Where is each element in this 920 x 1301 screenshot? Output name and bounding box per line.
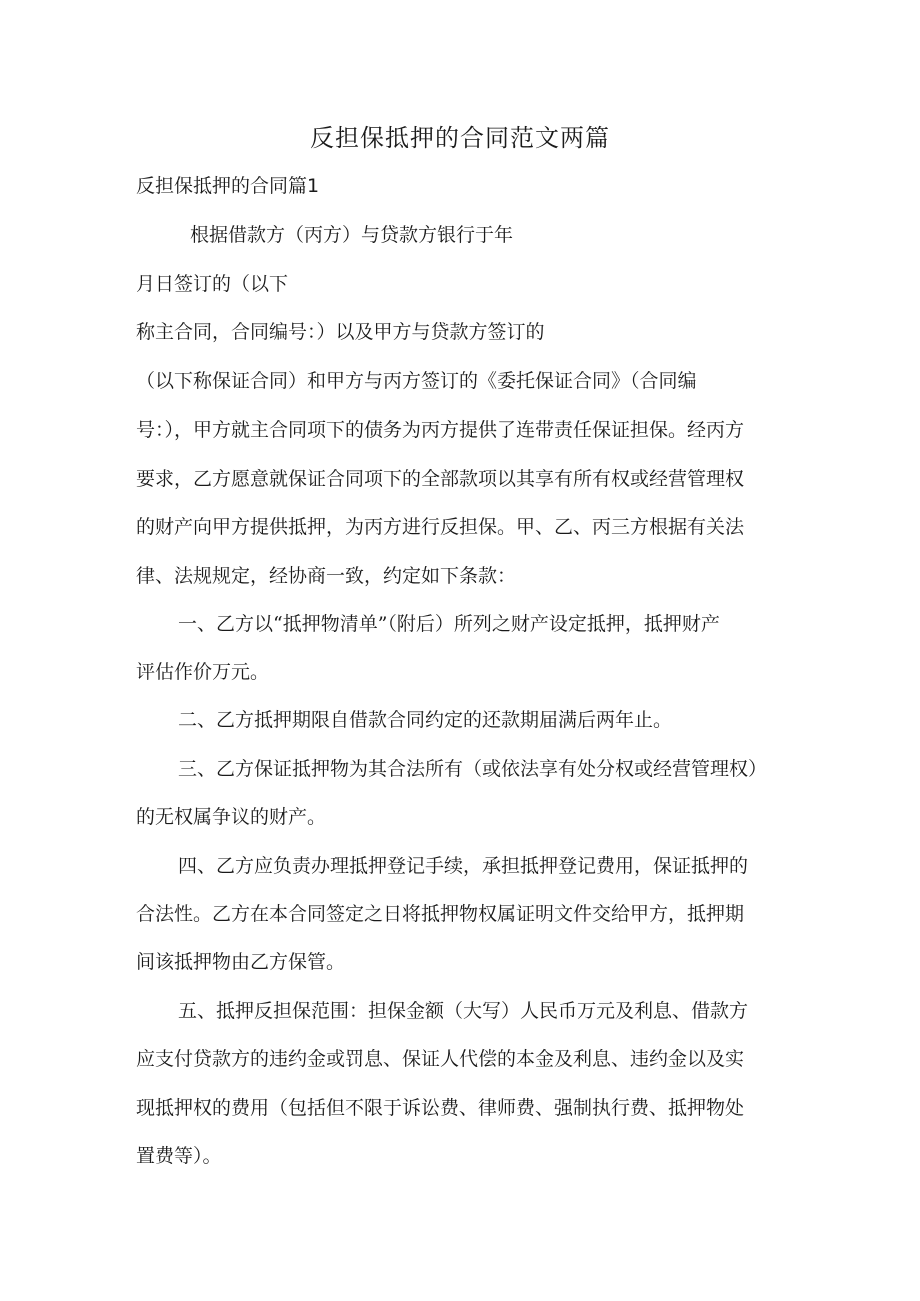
paragraph-line: 月日签订的（以下 (136, 273, 289, 295)
paragraph-line: 要求，乙方愿意就保证合同项下的全部款项以其享有所有权或经营管理权 (136, 468, 745, 490)
paragraph-line: 律、法规规定，经协商一致，约定如下条款： (136, 565, 517, 587)
paragraph-line: 称主合同，合同编号：）以及甲方与贷款方签订的 (136, 321, 545, 343)
paragraph-line: （以下称保证合同）和甲方与丙方签订的《委托保证合同》（合同编 (136, 370, 697, 392)
clause-5-line: 置费等）。 (136, 1145, 222, 1167)
paragraph-line: 号：），甲方就主合同项下的债务为丙方提供了连带责任保证担保。经丙方 (136, 419, 745, 441)
clause-1-line: 一、乙方以“抵押物清单”（附后）所列之财产设定抵押，抵押财产 (178, 613, 720, 635)
clause-1-line: 评估作价万元。 (136, 661, 270, 683)
clause-5-line: 现抵押权的费用（包括但不限于诉讼费、律师费、强制执行费、抵押物处 (136, 1097, 745, 1119)
clause-4-line: 间该抵押物由乙方保管。 (136, 951, 346, 973)
clause-3-line: 三、乙方保证抵押物为其合法所有（或依法享有处分权或经营管理权） (178, 758, 768, 780)
section-heading: 反担保抵押的合同篇1 (136, 175, 320, 197)
clause-3-line: 的无权属争议的财产。 (136, 806, 327, 828)
paragraph-line: 根据借款方（丙方）与贷款方银行于年 (190, 224, 514, 246)
clause-4-line: 合法性。乙方在本合同签定之日将抵押物权属证明文件交给甲方，抵押期 (136, 903, 745, 925)
clause-2-line: 二、乙方抵押期限自借款合同约定的还款期届满后两年止。 (178, 709, 673, 731)
clause-5-line: 应支付贷款方的违约金或罚息、保证人代偿的本金及利息、违约金以及实 (136, 1048, 745, 1070)
clause-4-line: 四、乙方应负责办理抵押登记手续，承担抵押登记费用，保证抵押的 (178, 855, 749, 877)
document-title: 反担保抵押的合同范文两篇 (310, 124, 610, 152)
paragraph-line: 的财产向甲方提供抵押，为丙方进行反担保。甲、乙、丙三方根据有关法 (136, 516, 745, 538)
clause-5-line: 五、抵押反担保范围：担保金额（大写）人民币万元及利息、借款方 (178, 1000, 749, 1022)
